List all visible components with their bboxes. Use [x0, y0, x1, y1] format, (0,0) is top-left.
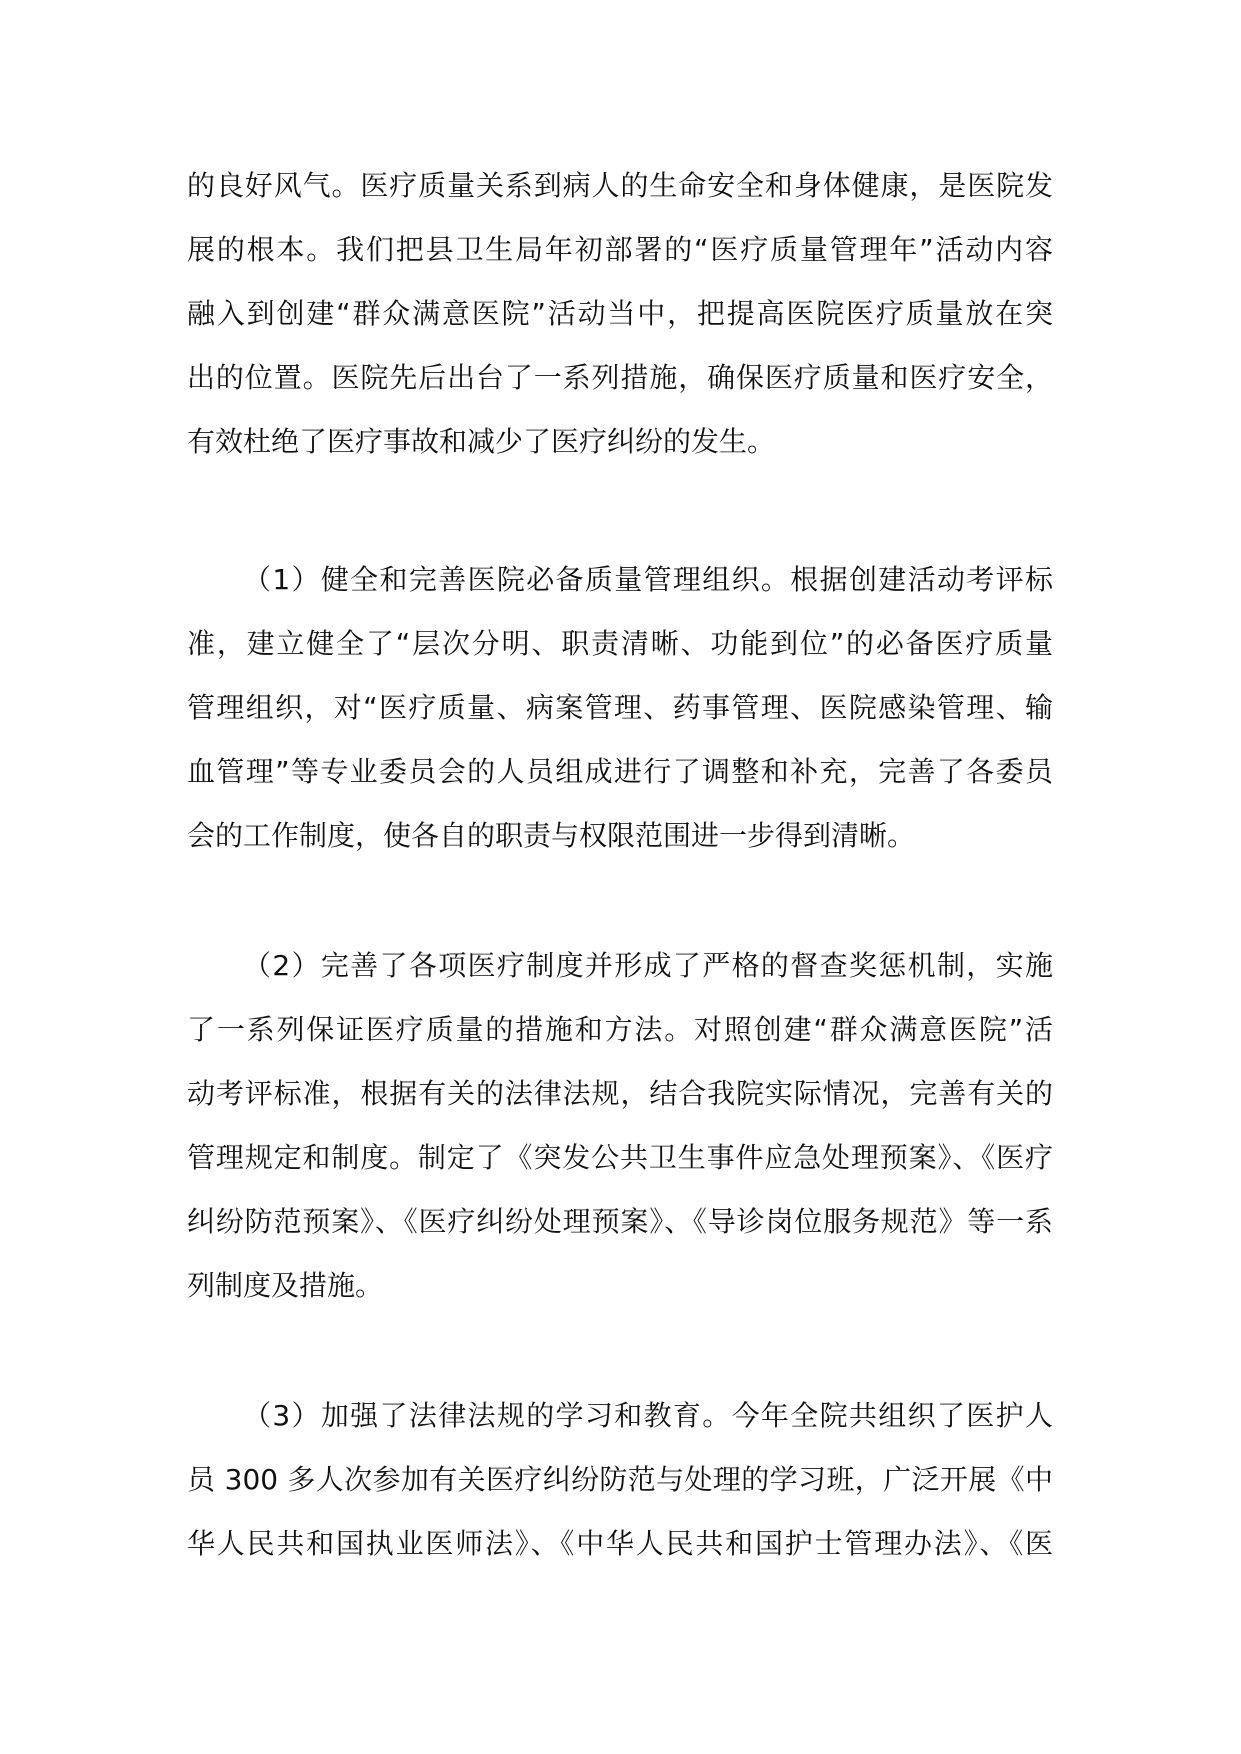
paragraph-line: 出的位置。医院先后出台了一系列措施，确保医疗质量和医疗安全， [187, 361, 1053, 394]
paragraph-line: （2）完善了各项医疗制度并形成了严格的督查奖惩机制，实施 [243, 949, 1053, 982]
paragraph-line: 华人民共和国执业医师法》、《中华人民共和国护士管理办法》、《医 [187, 1527, 1053, 1560]
paragraph-line: 管理组织，对“医疗质量、病案管理、药事管理、医院感染管理、输 [187, 691, 1053, 724]
paragraph-line: 的良好风气。医疗质量关系到病人的生命安全和身体健康，是医院发 [187, 169, 1053, 202]
paragraph-item-2 [187, 934, 1053, 1318]
paragraph-line: 准，建立健全了“层次分明、职责清晰、功能到位”的必备医疗质量 [187, 627, 1053, 660]
paragraph-item-3 [187, 1384, 1053, 1576]
paragraph-line: （3）加强了法律法规的学习和教育。今年全院共组织了医护人 [243, 1399, 1053, 1432]
paragraph-line: 了一系列保证医疗质量的措施和方法。对照创建“群众满意医院”活 [187, 1013, 1053, 1046]
paragraph-line: 融入到创建“群众满意医院”活动当中，把提高医院医疗质量放在突 [187, 297, 1053, 330]
paragraph-line: 有效杜绝了医疗事故和减少了医疗纠纷的发生。 [187, 425, 776, 458]
paragraph-line: 纠纷防范预案》、《医疗纠纷处理预案》、《导诊岗位服务规范》等一系 [187, 1205, 1053, 1238]
paragraph-line: 展的根本。我们把县卫生局年初部署的“医疗质量管理年”活动内容 [187, 233, 1053, 266]
paragraph-intro [187, 154, 1053, 474]
paragraph-line: 列制度及措施。 [187, 1269, 384, 1302]
paragraph-line: 管理规定和制度。制定了《突发公共卫生事件应急处理预案》、《医疗 [187, 1141, 1053, 1174]
paragraph-item-1 [187, 548, 1053, 868]
paragraph-line: 动考评标准，根据有关的法律法规，结合我院实际情况，完善有关的 [187, 1077, 1053, 1110]
paragraph-line: （1）健全和完善医院必备质量管理组织。根据创建活动考评标 [243, 563, 1053, 596]
paragraph-line: 血管理”等专业委员会的人员组成进行了调整和补充，完善了各委员 [187, 755, 1053, 788]
paragraph-line: 员 300 多人次参加有关医疗纠纷防范与处理的学习班，广泛开展《中 [187, 1463, 1053, 1496]
paragraph-line: 会的工作制度，使各自的职责与权限范围进一步得到清晰。 [187, 819, 916, 852]
